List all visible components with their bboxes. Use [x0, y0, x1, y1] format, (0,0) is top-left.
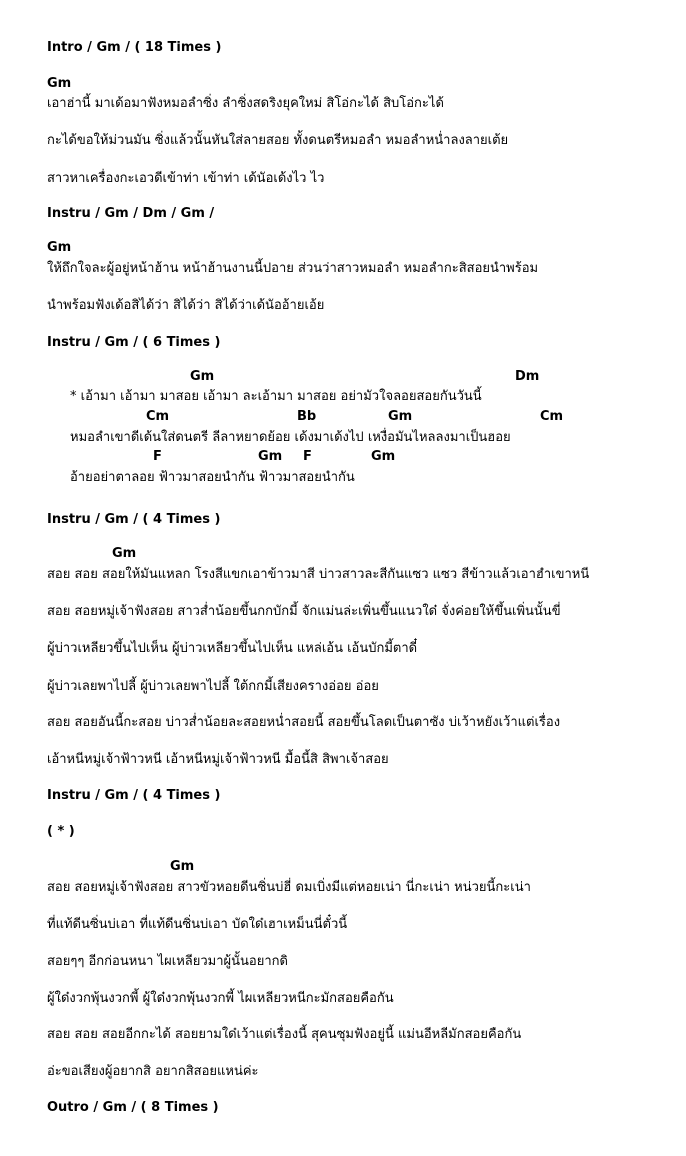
- outro-header: Outro / Gm / ( 8 Times ): [47, 1100, 219, 1115]
- chord: Gm: [258, 449, 283, 464]
- lyric-line: ผู้บ่าวเหลียวขึ้นไปเห็น ผู้บ่าวเหลียวขึ้นไปเห็น แหล่เอ้น เอ้นบักมี้ตาดี๋: [47, 641, 418, 656]
- lyric-line: ผู้บ่าวเลยพาไปลี้ ผู้บ่าวเลยพาไปลี้ ใต้กกมี้เสียงครางอ่อย อ่อย: [47, 679, 379, 694]
- lyric-line: สอย สอยอันนี้กะสอย บ่าวส่ำน้อยละสอยหน่ำสอยนี้ สอยขึ้นโลดเป็นตาซัง บ่เว้าหยังเว้าแต่เรื่อง: [47, 715, 561, 730]
- lyric-line: อ่ะขอเสียงผู้อยากสิ อยากสิสอยแหน่ค่ะ: [47, 1064, 259, 1079]
- lyric-line: อ้ายอย่าตาลอย ฟ้าวมาสอยนำกัน ฟ้าวมาสอยนำกัน: [70, 470, 355, 485]
- chord: F: [303, 449, 312, 464]
- lyric-line: สอย สอยหมู่เจ้าฟังสอย สาวขัวหอยดีนซิ่นบ่ฮี่ ดมเบิ่งมีแต่หอยเน่า นี่กะเน่า หน่วยนี้กะเน่า: [47, 880, 531, 895]
- chord: Gm: [47, 76, 72, 91]
- lyric-line: สาวหาเครื่องกะเอวดีเข้าท่า เข้าท่า เด้นัอเด้งไว ไว: [47, 171, 325, 186]
- lyric-line: หมอลำเขาดีเด้นใส่ดนตรี ลีลาหยาดย้อย เด้งมาเด้งไป เหงื่อมันไหลลงมาเป็นฮอย: [70, 430, 511, 445]
- instrumental-header: Instru / Gm / ( 4 Times ): [47, 788, 221, 803]
- instrumental-header: Instru / Gm / Dm / Gm /: [47, 206, 215, 221]
- chord: Gm: [47, 240, 72, 255]
- lyric-line: นำพร้อมฟังเด้อสิได้ว่า สิได้ว่า สิได้ว่าเด้นัออ้ายเอ้ย: [47, 298, 325, 313]
- lyric-line: สอย สอยหมู่เจ้าฟังสอย สาวส่ำน้อยขึ้นกกบักมี้ จักแม่นล่ะเพิ่นขึ้นแนวใด๋ จั่งค่อยให้ขึ้นเพิ่นนั้นขี่: [47, 604, 561, 619]
- chord: Gm: [170, 859, 195, 874]
- lyric-line: ให้ถึกใจละผู้อยู่หน้าฮ้าน หน้าฮ้านงานนี้ปอาย ส่วนว่าสาวหมอลำ หมอลำกะสิสอยนำพร้อม: [47, 261, 539, 276]
- instrumental-header: Instru / Gm / ( 4 Times ): [47, 512, 221, 527]
- lyric-line: * เอ้ามา เอ้ามา มาสอย เอ้ามา ละเอ้ามา มาสอย อย่ามัวใจลอยสอยกันวันนี้: [70, 389, 482, 404]
- lyric-line: ผู้ใด๋งวกพุ้นงวกพี้ ผู้ใด๋งวกพุ้นงวกพี้ ไผเหลียวหนีกะมักสอยคือกัน: [47, 991, 394, 1006]
- chord: Gm: [112, 546, 137, 561]
- lyric-line: สอย สอย สอยอีกกะได้ สอยยามใด๋เว้าแต่เรื่องนี้ สุคนซุมฟังอยู่นี้ แม่นอีหลีมักสอยคือกัน: [47, 1027, 522, 1042]
- chord: Dm: [515, 369, 540, 384]
- chord: F: [153, 449, 162, 464]
- chord: Cm: [540, 409, 564, 424]
- repeat-chorus-marker: ( * ): [47, 824, 75, 839]
- lyric-line: สอย สอย สอยให้มันแหลก โรงสีแขกเอาข้าวมาสี บ่าวสาวละสีกันแซว แซว สีข้าวแล้วเอาฮำเขาหนี: [47, 567, 590, 582]
- chord: Gm: [190, 369, 215, 384]
- chord: Bb: [297, 409, 317, 424]
- lyric-line: สอยๆๆ อีกก่อนหนา ไผเหลียวมาผู้นั้นอยากดิ: [47, 954, 288, 969]
- intro-header: Intro / Gm / ( 18 Times ): [47, 40, 222, 55]
- chord: Gm: [388, 409, 413, 424]
- lyric-line: เอ้าหนีหมู่เจ้าฟ้าวหนี เอ้าหนีหมู่เจ้าฟ้าวหนี มื้อนี้สิ สิพาเจ้าสอย: [47, 752, 389, 767]
- chord: Gm: [371, 449, 396, 464]
- chord: Cm: [146, 409, 170, 424]
- lyric-line: เอาฮ่านี้ มาเด้อมาฟังหมอลำซิ่ง ลำซิ่งสดริงยุคใหม่ สิโอ่กะได้ สิบโอ่กะได้: [47, 96, 444, 111]
- lyric-line: ที่แท้ดีนซิ่นบ่เอา ที่แท้ดีนซิ่นบ่เอา บัดใด๋เฮาเหม็นนี่ตั๋วนี้: [47, 917, 348, 932]
- instrumental-header: Instru / Gm / ( 6 Times ): [47, 335, 221, 350]
- lyric-line: กะได้ขอให้ม่วนมัน ซิ่งแล้วนั้นหันใส่ลายสอย ทั้งดนตรีหมอลำ หมอลำหน่ำลงลายเต้ย: [47, 133, 509, 148]
